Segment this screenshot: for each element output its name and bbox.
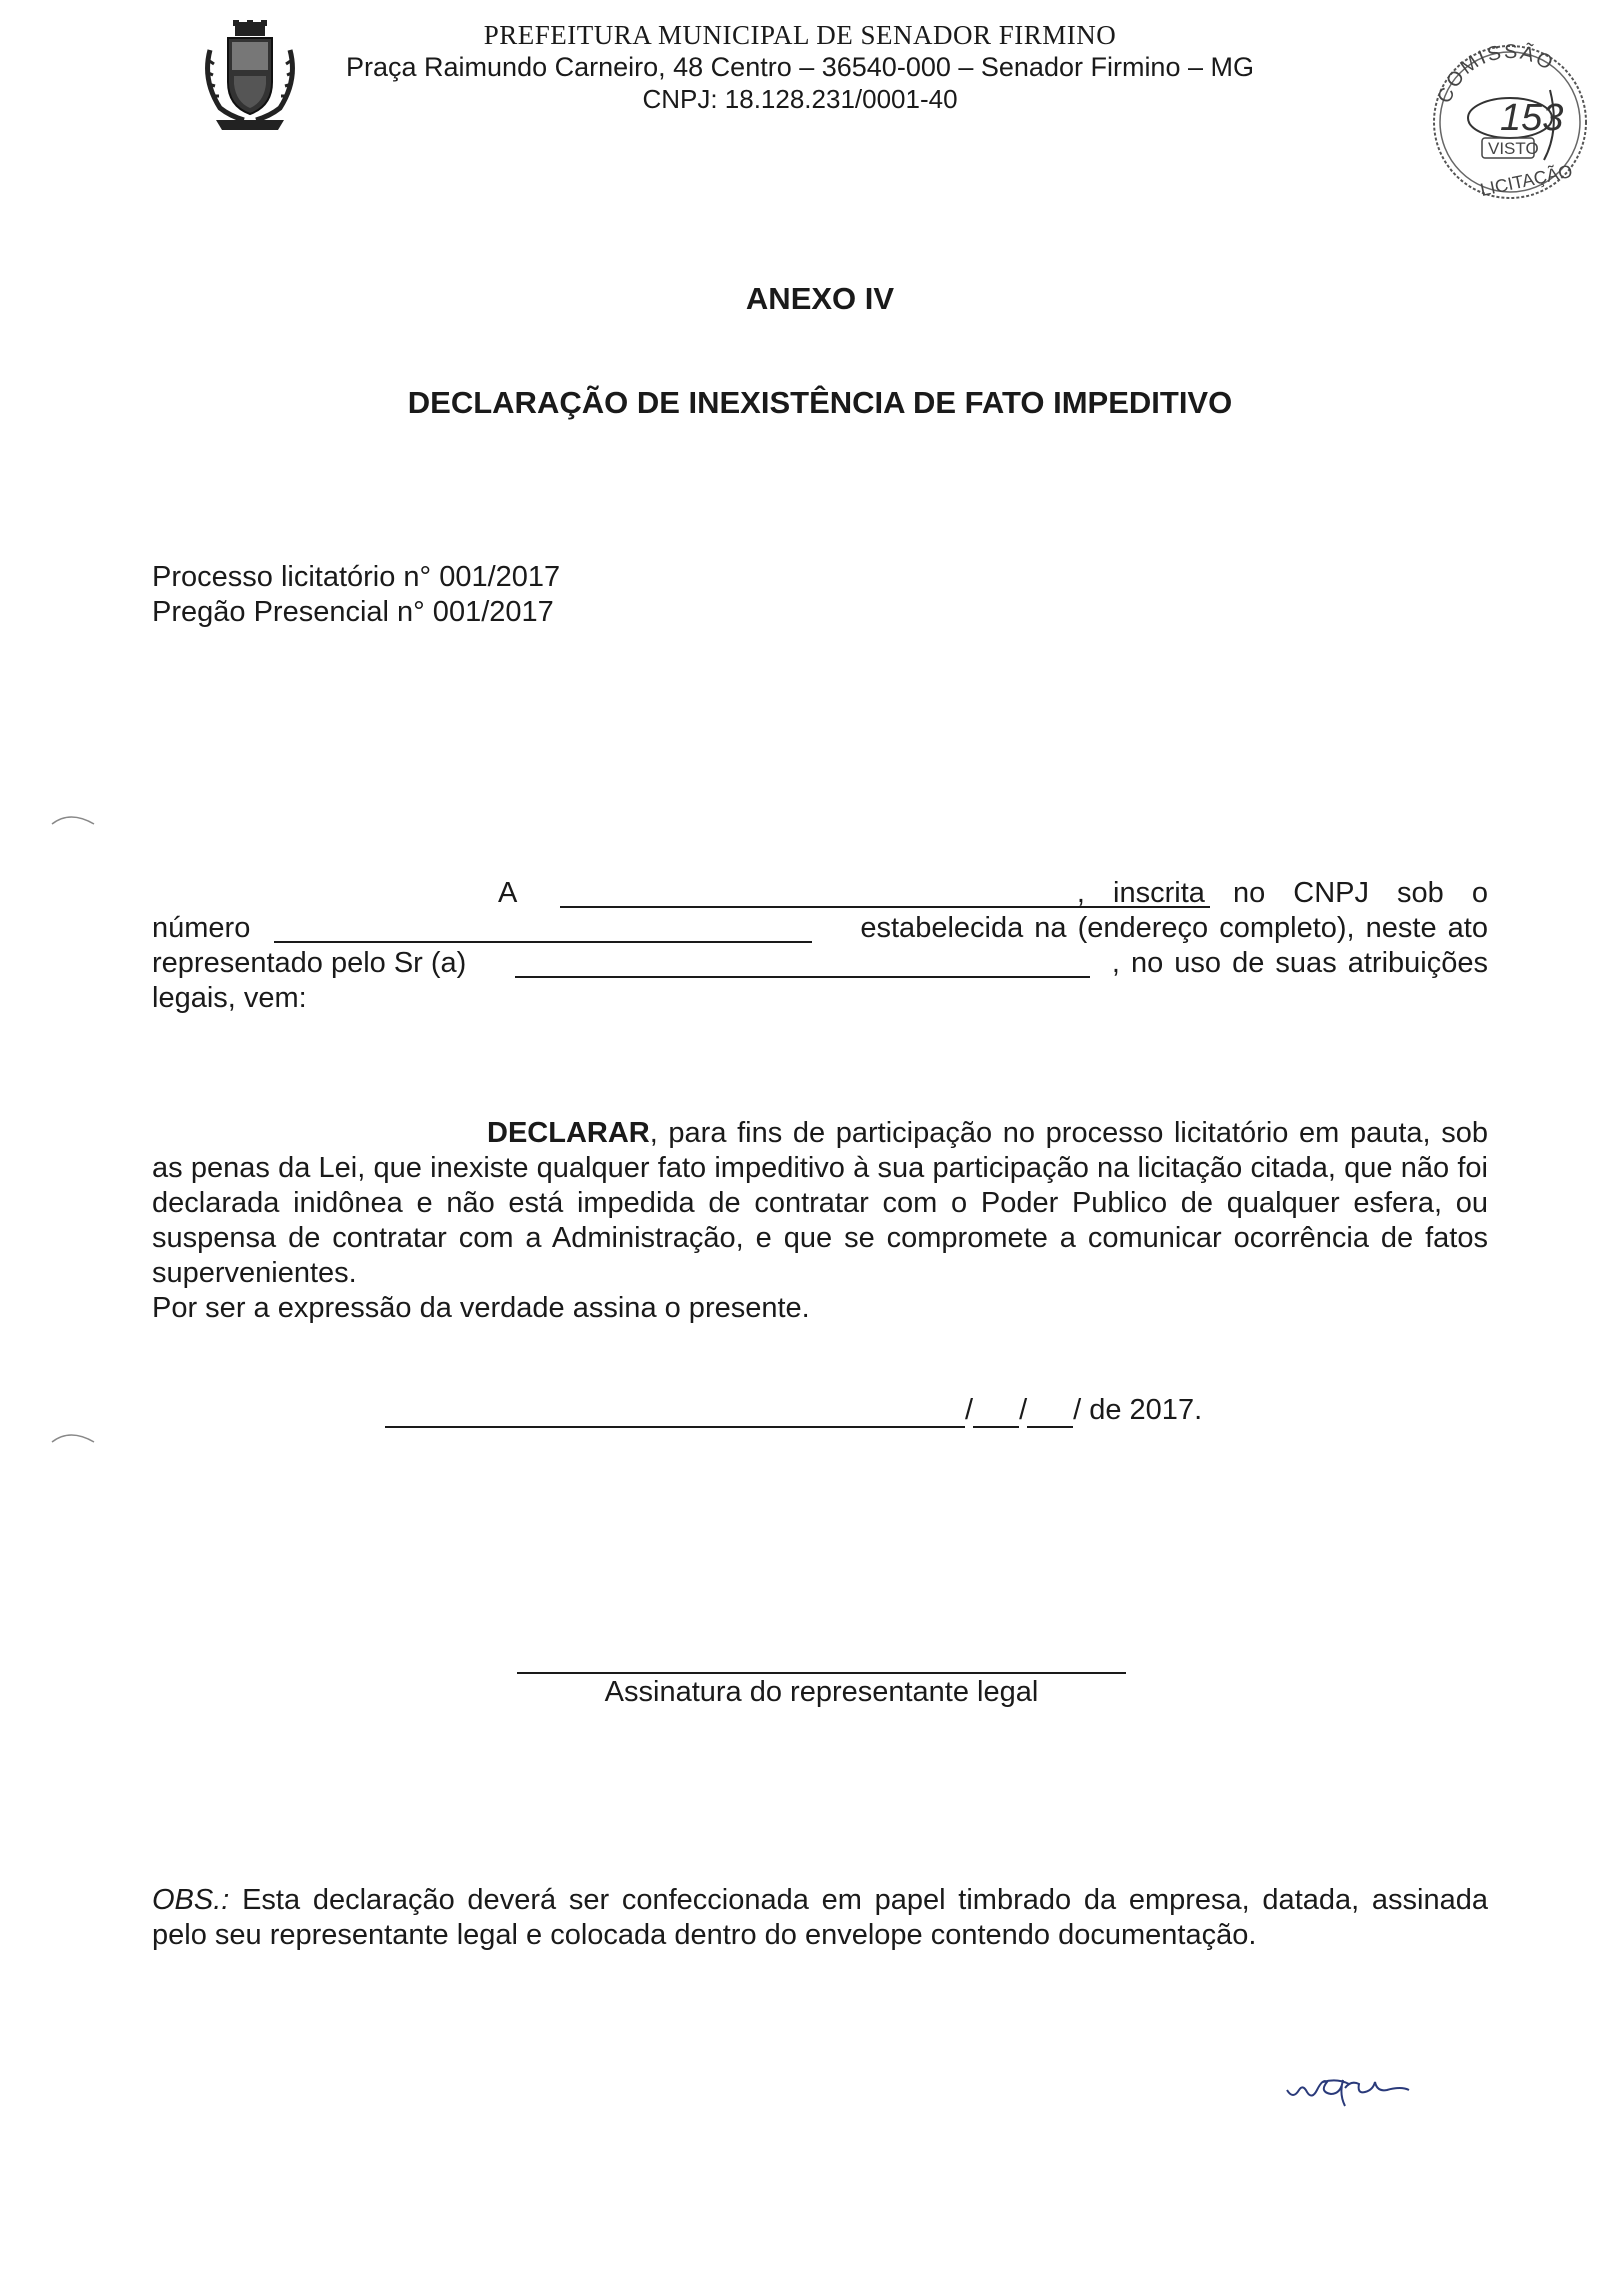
stamp-visto: VISTO [1488,139,1539,158]
signature-label: Assinatura do representante legal [604,1676,1039,1708]
declarar-keyword: DECLARAR [487,1117,650,1149]
place-blank[interactable] [385,1396,965,1428]
declaration-body [152,1116,1488,1326]
date-suffix: / de 2017. [1073,1394,1203,1426]
obs-label: OBS.: [152,1884,230,1916]
declaration-text: , para fins de participação no processo licitatório em pauta, sob as penas da Lei, que inexiste qualquer fato impeditivo à sua participação na licitação citada, que não foi declarada inidônea e não está impedida de contratar com o Poder Publico de qualquer esfera, ou suspensa de contratar com a Administração, e que se compromete a comunicar ocorrência de fatos supervenientes. [152,1117,1488,1289]
stamp-top-text: COMISSÃO [1433,40,1559,107]
signature-line[interactable] [517,1672,1126,1674]
intro-line-4 [152,981,1488,1016]
intro-a: A [498,877,518,909]
process-number: Processo licitatório n° 001/2017 [152,561,561,593]
month-blank[interactable] [1027,1396,1073,1428]
closing-text: Por ser a expressão da verdade assina o presente. [152,1292,810,1324]
stamp-number: 153 [1500,97,1564,139]
cnpj-number-blank[interactable] [274,941,812,943]
intro-estabelecida: estabelecida na (endereço completo), neste ato [860,912,1488,944]
handwritten-initials-icon [1283,2060,1453,2120]
date-sep: / [1019,1394,1028,1426]
obs-text: Esta declaração deverá ser confeccionada em papel timbrado da empresa, datada, assinada pelo seu representante legal e colocada dentro do envelope contendo documentação. [152,1884,1488,1951]
intro-line-2 [152,911,1488,946]
observation-note [152,1883,1488,1953]
date-sep: / [965,1394,974,1426]
intro-representado: representado pelo Sr (a) [152,947,467,979]
date-line [385,1393,1202,1428]
margin-mark-icon [50,1430,100,1444]
day-blank[interactable] [973,1396,1019,1428]
stamp-bottom-text: LICITAÇÃO [1478,160,1575,201]
header-cnpj: CNPJ: 18.128.231/0001-40 [642,84,958,114]
commission-stamp [1418,20,1600,205]
intro-line-3 [152,946,1488,981]
header-address: Praça Raimundo Carneiro, 48 Centro – 36540-000 – Senador Firmino – MG [346,52,1254,82]
declaration-title: DECLARAÇÃO DE INEXISTÊNCIA DE FATO IMPEDITIVO [407,385,1233,420]
header-title: PREFEITURA MUNICIPAL DE SENADOR FIRMINO [483,20,1117,50]
intro-uso: , no uso de suas atribuições [1111,947,1488,979]
representative-name-blank[interactable] [515,976,1090,978]
intro-legais: legais, vem: [152,982,307,1014]
intro-numero: número [152,912,251,944]
intro-line-1 [152,876,1488,911]
annex-title: ANEXO IV [745,281,895,316]
intro-inscrita: , inscrita no CNPJ sob o [1076,877,1488,909]
margin-mark-icon [50,812,100,826]
pregao-number: Pregão Presencial n° 001/2017 [152,596,554,628]
